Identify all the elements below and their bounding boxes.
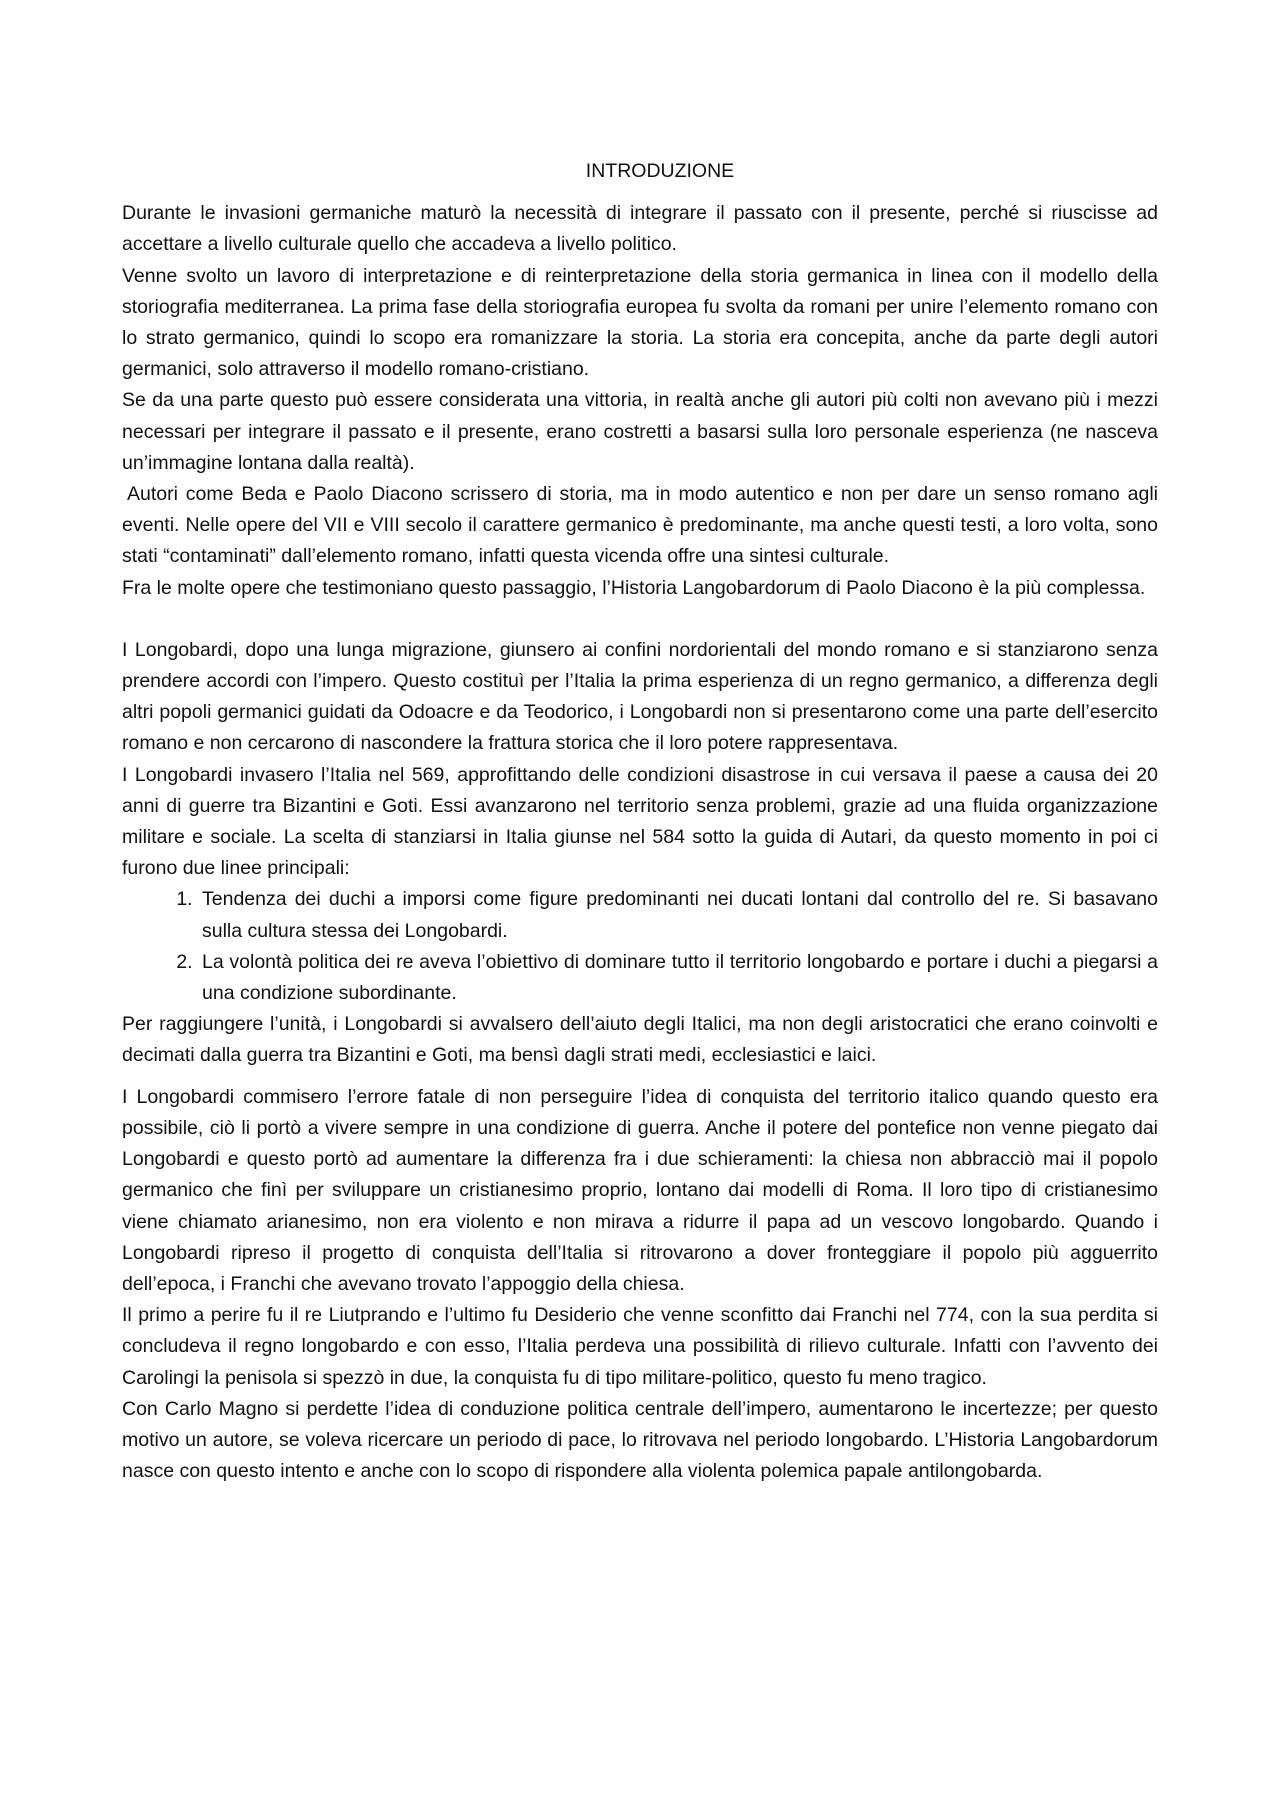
paragraph: Il primo a perire fu il re Liutprando e l’ultimo fu Desiderio che venne sconfitto dai Franchi nel 774, con la sua perdita si concludeva il regno longobardo e con esso, l’Italia perdeva una possibilità di rilievo culturale. Infatti con l’avvento dei Carolingi la penisola si spezzò in due, la conquista fu di tipo militare-politico, questo fu meno tragico. <box>122 1304 1158 1389</box>
paragraph: Se da una parte questo può essere considerata una vittoria, in realtà anche gli autori più colti non avevano più i mezzi necessari per integrare il passato e il presente, erano costretti a basarsi sulla loro personale esperienza (ne nasceva un’immagine lontana dalla realtà). <box>122 389 1158 474</box>
paragraph: I Longobardi commisero l’errore fatale di non perseguire l’idea di conquista del territorio italico quando questo era possibile, ciò li portò a vivere sempre in una condizione di guerra. Anche il potere del pontefice non venne piegato dai Longobardi e questo portò ad aumentare la differenza fra i due schieramenti: la chiesa non abbracciò mai il popolo germanico che finì per sviluppare un cristianesimo proprio, lontano dai modelli di Roma. Il loro tipo di cristianesimo viene chiamato arianesimo, non era violento e non mirava a ridurre il papa ad un vescovo longobardo. Quando i Longobardi ripreso il progetto di conquista dell’Italia si ritrovarono a dover fronteggiare il popolo più agguerrito dell’epoca, i Franchi che avevano trovato l’appoggio della chiesa. <box>122 1085 1158 1295</box>
paragraph: Fra le molte opere che testimoniano questo passaggio, l’Historia Langobardorum di Paolo Diacono è la più complessa. <box>122 576 1146 599</box>
paragraph: I Longobardi invasero l’Italia nel 569, approfittando delle condizioni disastrose in cui versava il paese a causa dei 20 anni di guerre tra Bizantini e Goti. Essi avanzarono nel territorio senza problemi, grazie ad una fluida organizzazione militare e sociale. La scelta di stanziarsi in Italia giunse nel 584 sotto la guida di Autari, da questo momento in poi ci furono due linee principali: <box>122 763 1158 880</box>
document-page <box>122 156 1158 1487</box>
numbered-list <box>122 884 1158 1009</box>
list-item: 2. La volontà politica dei re aveva l’obiettivo di dominare tutto il territorio longobardo e portare i duchi a piegarsi a una condizione subordinante. <box>198 947 1158 1009</box>
paragraph: Durante le invasioni germaniche maturò la necessità di integrare il passato con il presente, perché si riuscisse ad accettare a livello culturale quello che accadeva a livello politico. <box>122 202 1158 256</box>
paragraph: I Longobardi, dopo una lunga migrazione, giunsero ai confini nordorientali del mondo romano e si stanziarono senza prendere accordi con l’impero. Questo costituì per l’Italia la prima esperienza di un regno germanico, a differenza degli altri popoli germanici guidati da Odoacre e da Teodorico, i Longobardi non si presentarono come una parte dell’esercito romano e non cercarono di nascondere la frattura storica che il loro potere rappresentava. <box>122 638 1158 755</box>
paragraph: Con Carlo Magno si perdette l’idea di conduzione politica centrale dell’impero, aumentarono le incertezze; per questo motivo un autore, se voleva ricercare un periodo di pace, lo ritrovava nel periodo longobardo. L’Historia Langobardorum nasce con questo intento e anche con lo scopo di rispondere alla violenta polemica papale antilongobarda. <box>122 1397 1158 1483</box>
paragraph: Autori come Beda e Paolo Diacono scrissero di storia, ma in modo autentico e non per dare un senso romano agli eventi. Nelle opere del VII e VIII secolo il carattere germanico è predominante, ma anche questi testi, a loro volta, sono stati “contaminati” dall’elemento romano, infatti questa vicenda offre una sintesi culturale. <box>122 483 1158 568</box>
document-title: INTRODUZIONE <box>585 160 735 182</box>
paragraph: Per raggiungere l’unità, i Longobardi si avvalsero dell’aiuto degli Italici, ma non degli aristocratici che erano coinvolti e decimati dalla guerra tra Bizantini e Goti, ma bensì dagli strati medi, ecclesiastici e laici. <box>122 1013 1158 1067</box>
list-item: 1. Tendenza dei duchi a imporsi come figure predominanti nei ducati lontani dal controllo del re. Si basavano sulla cultura stessa dei Longobardi. <box>198 884 1158 946</box>
paragraph: Venne svolto un lavoro di interpretazione e di reinterpretazione della storia germanica in linea con il modello della storiografia mediterranea. La prima fase della storiografia europea fu svolta da romani per unire l’elemento romano con lo strato germanico, quindi lo scopo era romanizzare la storia. La storia era concepita, anche da parte degli autori germanici, solo attraverso il modello romano-cristiano. <box>122 264 1158 381</box>
